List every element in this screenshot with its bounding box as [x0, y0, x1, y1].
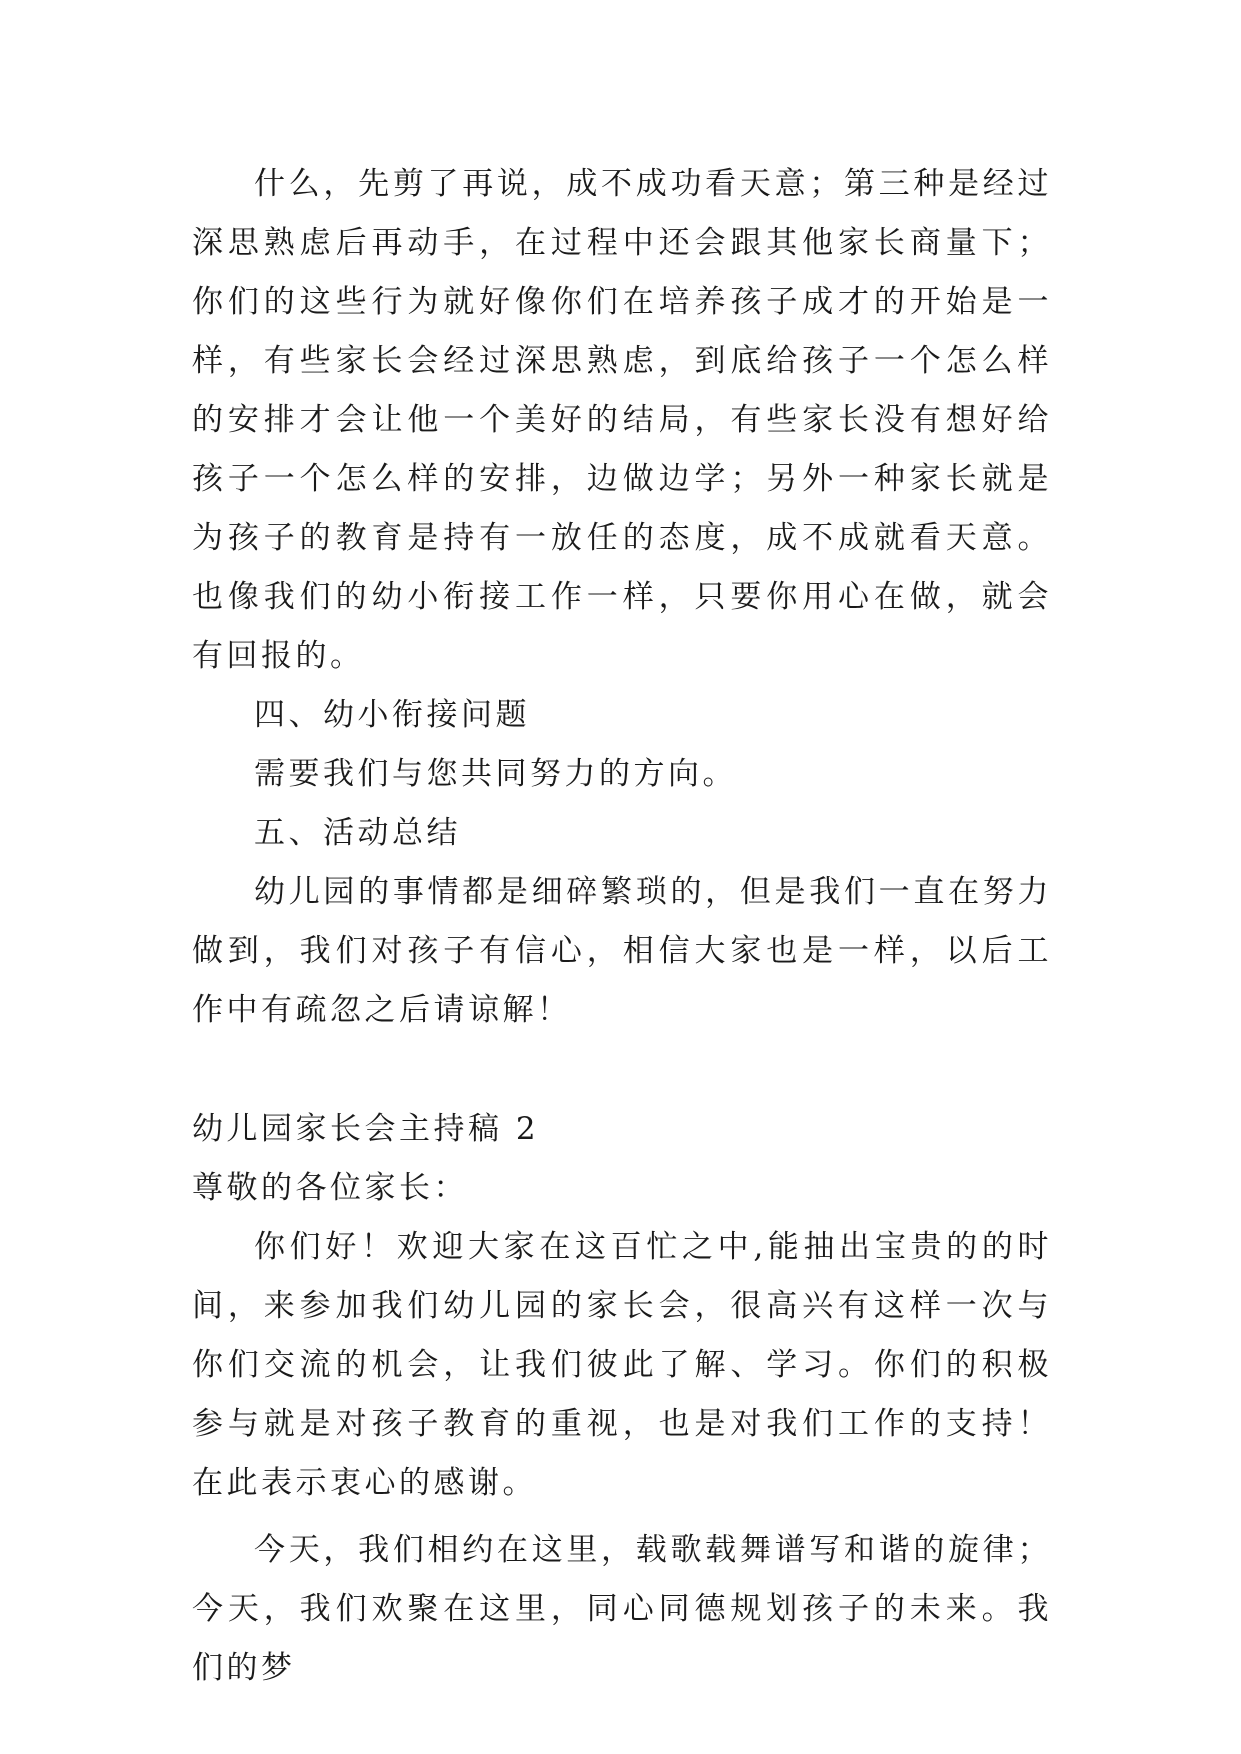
paragraph: 幼儿园的事情都是细碎繁琐的，但是我们一直在努力做到，我们对孩子有信心，相信大家也是一样，以后工作中有疏忽之后请谅解！	[192, 874, 1052, 1028]
paragraph: 今天，我们相约在这里，载歌载舞谱写和谐的旋律；今天，我们欢聚在这里，同心同德规划孩子的未来。我们的梦	[192, 1532, 1052, 1686]
paragraph: 你们好！欢迎大家在这百忙之中,能抽出宝贵的的时间，来参加我们幼儿园的家长会，很高兴有这样一次与你们交流的机会，让我们彼此了解、学习。你们的积极参与就是对孩子教育的重视，也是对我们工作的支持！在此表示衷心的感谢。	[192, 1229, 1052, 1501]
paragraph: 需要我们与您共同努力的方向。	[254, 756, 737, 792]
paragraph: 什么，先剪了再说，成不成功看天意；第三种是经过深思熟虑后再动手，在过程中还会跟其他家长商量下；你们的这些行为就好像你们在培养孩子成才的开始是一样，有些家长会经过深思熟虑，到底给孩子一个怎么样的安排才会让他一个美好的结局，有些家长没有想好给孩子一个怎么样的安排，边做边学；另外一种家长就是为孩子的教育是持有一放任的态度，成不成就看天意。也像我们的幼小衔接工作一样，只要你用心在做，就会有回报的。	[192, 166, 1052, 674]
salutation: 尊敬的各位家长：	[192, 1170, 468, 1206]
section-heading: 四、幼小衔接问题	[254, 697, 530, 733]
section-heading: 五、活动总结	[254, 815, 461, 851]
document-title: 幼儿园家长会主持稿 2	[192, 1111, 540, 1147]
document-body	[192, 155, 1052, 1698]
